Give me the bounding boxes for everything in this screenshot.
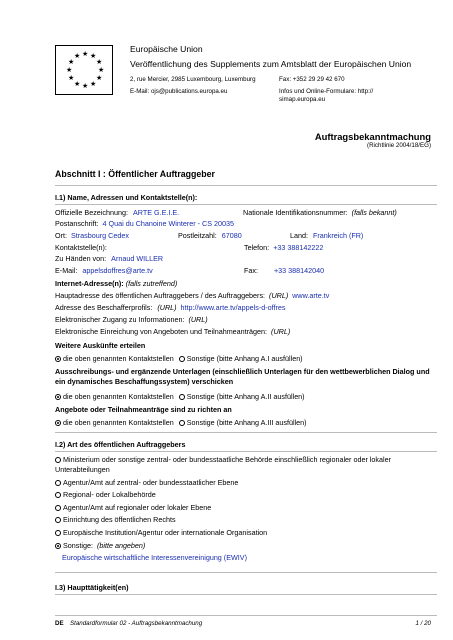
type-option-continuation: Unterabteilungen [55,465,110,474]
radio-icon[interactable] [55,492,61,498]
radio-selected-icon[interactable] [55,394,61,400]
footer-page-number: 1 / 20 [415,620,431,627]
radio-selected-icon[interactable] [55,420,61,426]
email-link[interactable]: appelsdoffres@arte.tv [82,266,153,275]
divider [55,432,437,433]
url-tag: (URL) [188,315,208,324]
option-above-contacts: die oben genannten Kontaktstellen [63,392,174,401]
type-option-label: Agentur/Amt auf zentral- oder bundesstaatlicher Ebene [63,478,239,487]
other-specify-note: (bitte angeben) [96,541,146,550]
star-icon: ★ [90,53,97,60]
postal-address-label: Postanschrift: [55,219,99,228]
star-icon: ★ [74,81,81,88]
type-option-other [55,541,145,550]
electronic-submission-label: Elektronische Einreichung von Angeboten und Teilnahmeanträgen: [55,327,268,336]
submission-heading: Angebote oder Teilnahmeanträge sind zu richten an [55,405,232,414]
tender-documents-options [55,392,305,401]
national-id-value: (falls bekannt) [351,208,397,217]
i1-heading: I.1) Name, Adressen und Kontaktstelle(n): [55,193,198,202]
main-address-row [55,291,329,300]
document-title: Auftragsbekanntmachung [314,131,431,142]
buyer-profile-label: Adresse des Beschafferprofils: [55,303,153,312]
type-option-label: Europäische Institution/Agentur oder internationale Organisation [63,528,268,537]
radio-icon[interactable] [55,517,61,523]
radio-icon[interactable] [179,420,185,426]
star-icon: ★ [74,53,81,60]
attention-label: Zu Händen von: [55,254,107,263]
internet-heading [55,279,177,288]
header-address: 2, rue Mercier, 2985 Luxembourg, Luxemburg [130,76,256,83]
type-option-label: Ministerium oder sonstige zentral- oder bundesstaatliche Behörde einschließlich regionaler oder lokaler [63,455,392,464]
star-icon: ★ [82,51,89,58]
directive-note: (Richtlinie 2004/18/EG) [367,142,431,149]
city-label: Ort: [55,231,67,240]
footer-divider [55,615,437,616]
internet-note: (falls zutreffend) [125,279,178,288]
country-value: Frankreich (FR) [313,231,364,240]
tender-documents-heading: Ausschreibungs- und ergänzende Unterlagen (einschließlich Unterlagen für den wettbewerblichen Dialog und ein dynamisches Beschaffungssystem) verschicken [55,367,430,386]
type-option-label: Sonstige: [63,541,93,550]
option-above-contacts: die oben genannten Kontaktstellen [63,418,174,427]
star-icon: ★ [98,67,105,74]
fax-value: +33 388142040 [273,266,325,275]
star-icon: ★ [96,59,103,66]
email-field [55,266,153,275]
buyer-profile-row [55,303,285,312]
radio-icon[interactable] [179,356,185,362]
official-name-field [55,208,179,217]
footer-language: DE [55,620,64,627]
official-name-label: Offizielle Bezeichnung: [55,208,128,217]
radio-icon[interactable] [55,480,61,486]
email-label: E-Mail: [55,266,78,275]
option-other-annex-a3: Sonstige (bitte Anhang A.III ausfüllen) [186,418,307,427]
attention-value: Arnaud WILLER [111,254,164,263]
radio-selected-icon[interactable] [55,543,61,549]
divider [55,451,437,452]
fax-label: Fax: [244,266,258,275]
header-fax: Fax: +352 29 29 42 670 [279,76,345,83]
type-option [55,490,156,499]
url-tag: (URL) [269,291,289,300]
radio-selected-icon[interactable] [55,356,61,362]
star-icon: ★ [66,67,73,74]
type-option-label: Agentur/Amt auf regionaler oder lokaler Ebene [63,503,212,512]
footer-form-name: Standardformular 02 - Auftragsbekanntmachung [70,620,203,627]
type-option [55,478,238,487]
more-info-options [55,354,303,363]
type-option [55,455,391,464]
radio-icon[interactable] [55,457,61,463]
submission-options [55,418,307,427]
star-icon: ★ [68,75,75,82]
other-type-value: Europäische wirtschaftliche Interessenvereinigung (EWIV) [62,553,247,562]
divider [55,572,437,573]
url-tag: (URL) [271,327,291,336]
divider [55,594,437,595]
i3-heading: I.3) Haupttätigkeit(en) [55,583,129,592]
zip-field [178,231,242,240]
star-icon: ★ [82,83,89,90]
city-field [55,231,129,240]
phone-label: Telefon: [244,243,270,252]
radio-icon[interactable] [55,505,61,511]
zip-label: Postleitzahl: [178,231,217,240]
type-option-label: Einrichtung des öffentlichen Rechts [63,515,176,524]
star-icon: ★ [68,59,75,66]
main-address-label: Hauptadresse des öffentlichen Auftraggebers / des Auftraggebers: [55,291,266,300]
postal-address-value: 4 Quai du Chanoine Winterer - CS 20035 [102,219,234,228]
city-value: Strasbourg Cedex [70,231,129,240]
header-online-1: Infos und Online-Formulare: http:// [279,88,374,95]
attention-field [55,254,163,263]
internet-label: Internet-Adresse(n): [55,279,124,288]
phone-field [244,243,323,252]
fax-field [244,266,324,275]
header-subtitle: Veröffentlichung des Supplements zum Amtsblatt der Europäischen Union [130,59,412,69]
header-email: E-Mail: ojs@publications.europa.eu [130,88,228,95]
star-icon: ★ [90,81,97,88]
divider [55,204,437,205]
type-option-label: Regional- oder Lokalbehörde [63,490,156,499]
country-field [290,231,363,240]
url-tag: (URL) [157,303,177,312]
header-online-2: simap.europa.eu [279,96,326,103]
national-id-label: Nationale Identifikationsnummer: [243,208,348,217]
official-name-value: ARTE G.E.I.E. [132,208,180,217]
buyer-profile-link[interactable]: http://www.arte.tv/appels-d-offres [180,303,286,312]
type-option [55,528,267,537]
eu-flag-logo [55,45,113,95]
country-label: Land: [290,231,308,240]
electronic-access-row [55,315,208,324]
zip-value: 67080 [221,231,242,240]
section-heading: Abschnitt I : Öffentlicher Auftraggeber [55,169,215,179]
phone-value: +33 388142222 [273,243,324,252]
option-other-annex-a1: Sonstige (bitte Anhang A.I ausfüllen) [186,354,303,363]
option-above-contacts: die oben genannten Kontaktstellen [63,354,174,363]
divider [55,185,437,186]
more-info-heading: Weitere Auskünfte erteilen [55,341,146,350]
radio-icon[interactable] [179,394,185,400]
type-option [55,515,176,524]
postal-address-field [55,219,234,228]
electronic-access-label: Elektronischer Zugang zu Informationen: [55,315,185,324]
radio-icon[interactable] [55,530,61,536]
contact-point-label: Kontaktstelle(n): [55,243,107,252]
header-org: Europäische Union [130,44,203,54]
main-address-link[interactable]: www.arte.tv [292,291,330,300]
star-icon: ★ [96,75,103,82]
national-id-field [243,208,397,217]
i2-heading: I.2) Art des öffentlichen Auftraggebers [55,440,186,449]
option-other-annex-a2: Sonstige (bitte Anhang A.II ausfüllen) [186,392,305,401]
type-option [55,503,211,512]
electronic-submission-row [55,327,290,336]
